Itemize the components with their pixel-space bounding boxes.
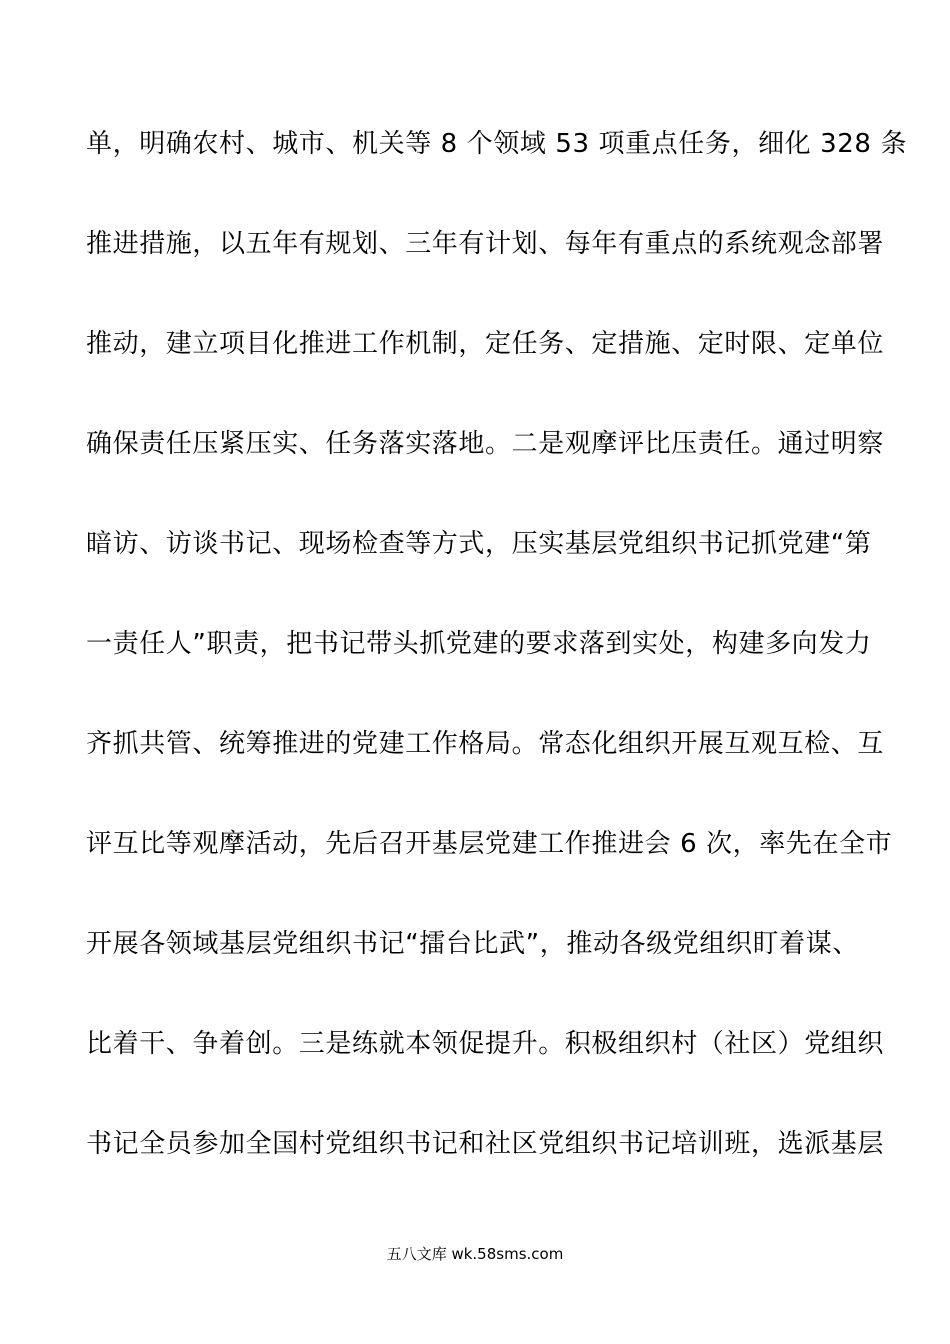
text-line-7: 齐抓共管、统筹推进的党建工作格局。常态化组织开展互观互检、互 xyxy=(86,729,885,759)
text-line-8: 评互比等观摩活动，先后召开基层党建工作推进会 6 次，率先在全市 xyxy=(86,829,893,859)
text-line-4: 确保责任压紧压实、任务落实落地。二是观摩评比压责任。通过明察 xyxy=(86,429,885,459)
page-footer: 五八文库 wk.58sms.com xyxy=(386,1245,564,1263)
document-body xyxy=(86,121,908,1221)
text-line-2: 推进措施，以五年有规划、三年有计划、每年有重点的系统观念部署 xyxy=(86,229,885,259)
text-line-1: 单，明确农村、城市、机关等 8 个领域 53 项重点任务，细化 328 条 xyxy=(86,129,908,159)
text-line-9: 开展各领域基层党组织书记“擂台比武”，推动各级党组织盯着谋、 xyxy=(86,929,859,959)
text-line-5: 暗访、访谈书记、现场检查等方式，压实基层党组织书记抓党建“第 xyxy=(86,529,872,559)
text-line-6: 一责任人”职责，把书记带头抓党建的要求落到实处，构建多向发力 xyxy=(86,629,872,659)
text-line-10: 比着干、争着创。三是练就本领促提升。积极组织村（社区）党组织 xyxy=(86,1029,885,1059)
text-line-3: 推动，建立项目化推进工作机制，定任务、定措施、定时限、定单位 xyxy=(86,329,885,359)
text-line-11: 书记全员参加全国村党组织书记和社区党组织书记培训班，选派基层 xyxy=(86,1129,885,1159)
